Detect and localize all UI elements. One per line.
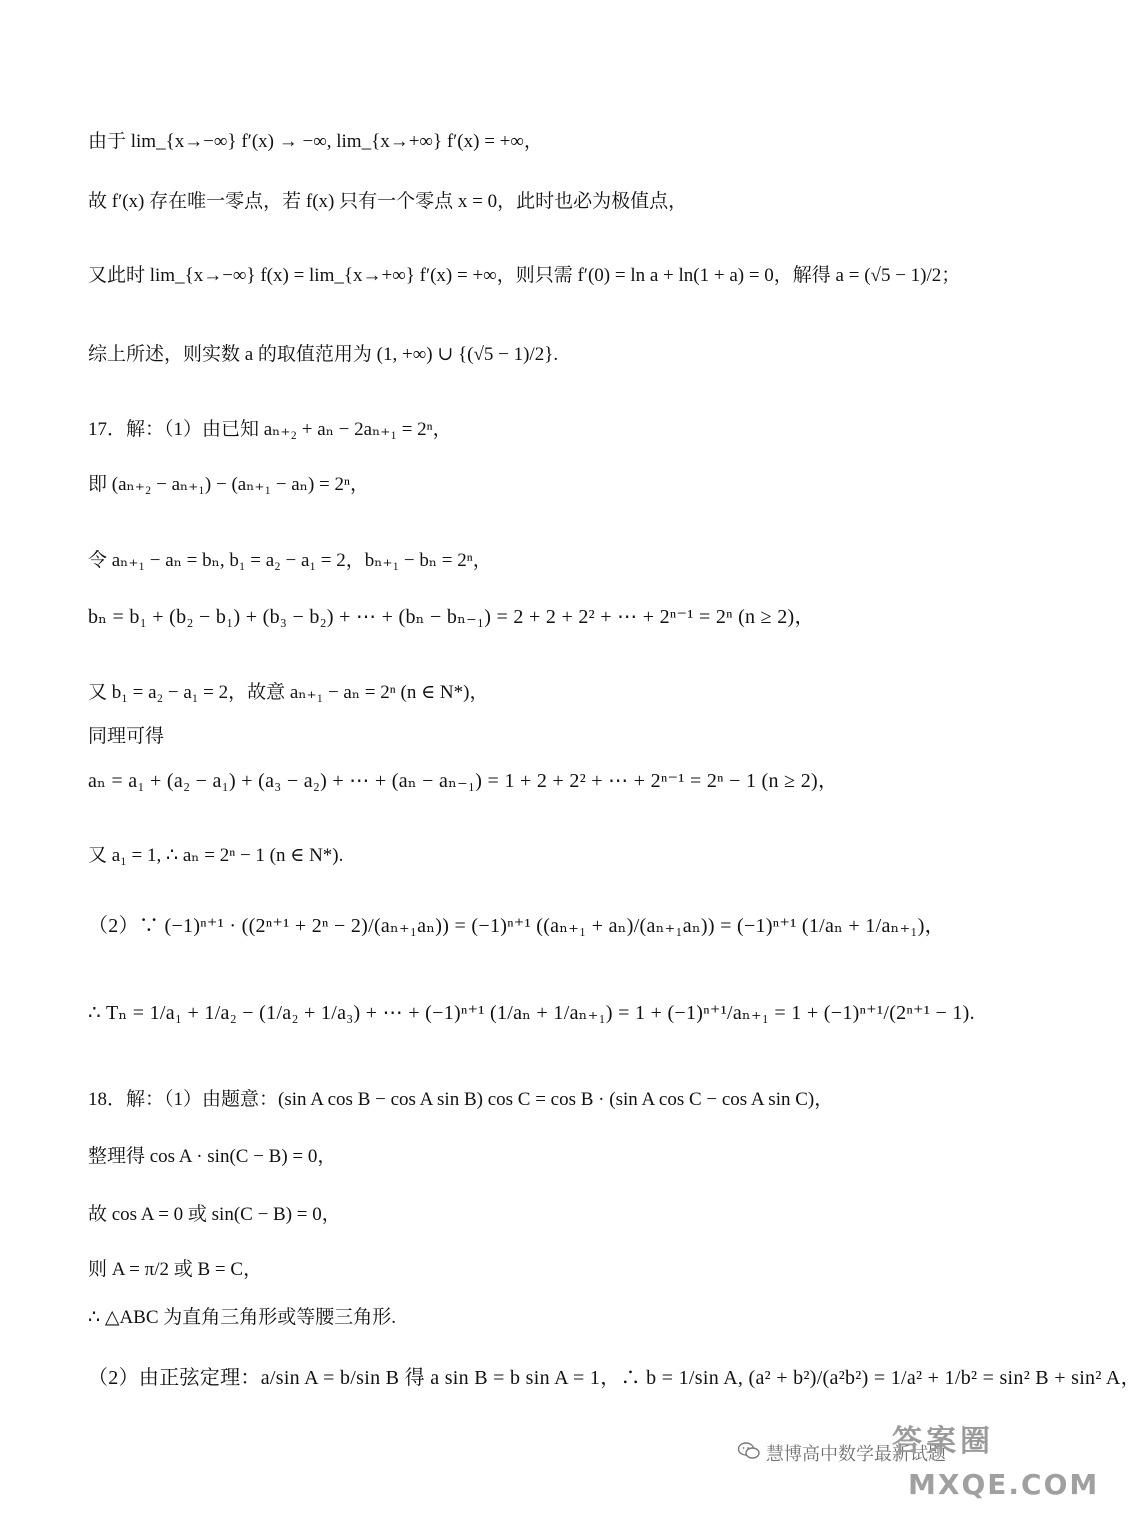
text-line-a-sum: aₙ = a₁ + (a₂ − a₁) + (a₃ − a₂) + ⋯ + (aₙ − aₙ₋₁) = 1 + 2 + 2² + ⋯ + 2ⁿ⁻¹ = 2ⁿ − 1 (n ≥ 2)，	[88, 770, 839, 792]
text-line-b-sum: bₙ = b₁ + (b₂ − b₁) + (b₃ − b₂) + ⋯ + (bₙ − bₙ₋₁) = 2 + 2 + 2² + ⋯ + 2ⁿ⁻¹ = 2ⁿ (n ≥ 2)，	[88, 606, 815, 628]
text-line-limit-derivative: 由于 lim_{x→−∞} f′(x) → −∞, lim_{x→+∞} f′(x) = +∞，	[88, 131, 543, 152]
text-line-triangle-type: ∴ △ABC 为直角三角形或等腰三角形.	[88, 1307, 397, 1328]
text-line-cases: 故 cos A = 0 或 sin(C − B) = 0，	[88, 1204, 341, 1225]
text-line-summary-range: 综上所述，则实数 a 的取值范用为 (1, +∞) ∪ {(√5 − 1)/2}.	[88, 344, 559, 365]
problem-17-heading: 17．解：（1）由已知 aₙ₊₂ + aₙ − 2aₙ₊₁ = 2ⁿ，	[88, 419, 452, 440]
text-line-tn-sum: ∴ Tₙ = 1/a₁ + 1/a₂ − (1/a₂ + 1/a₃) + ⋯ + (−1)ⁿ⁺¹ (1/aₙ + 1/aₙ₊₁) = 1 + (−1)ⁿ⁺¹/aₙ₊₁ = 1 + (−1)ⁿ⁺¹/(2ⁿ⁺¹ − 1).	[88, 1002, 975, 1024]
text-line-part2-identity: （2）∵ (−1)ⁿ⁺¹ · ((2ⁿ⁺¹ + 2ⁿ − 2)/(aₙ₊₁aₙ)) = (−1)ⁿ⁺¹ ((aₙ₊₁ + aₙ)/(aₙ₊₁aₙ)) = (−1)ⁿ⁺¹ (1/aₙ + 1/aₙ₊₁)，	[88, 915, 945, 937]
text-line-solve-a: 又此时 lim_{x→−∞} f(x) = lim_{x→+∞} f′(x) = +∞，则只需 f′(0) = ln a + ln(1 + a) = 0，解得 a = (√5 − 1)/2；	[88, 265, 961, 286]
text-line-simplify: 整理得 cos A · sin(C − B) = 0，	[88, 1146, 337, 1167]
text-line-unique-zero: 故 f′(x) 存在唯一零点，若 f(x) 只有一个零点 x = 0，此时也必为极值点，	[88, 191, 688, 212]
wechat-icon	[738, 1442, 760, 1460]
watermark-stamp: 答案圈	[892, 1424, 994, 1459]
watermark	[730, 1424, 1100, 1510]
problem-18-heading: 18．解：（1）由题意：(sin A cos B − cos A sin B) cos C = cos B · (sin A cos C − cos A sin C)，	[88, 1089, 834, 1110]
watermark-label: 慧博高中数学最新试题	[766, 1444, 946, 1465]
text-line-conclusion-angles: 则 A = π/2 或 B = C，	[88, 1259, 263, 1280]
text-line-define-b: 令 aₙ₊₁ − aₙ = bₙ, b₁ = a₂ − a₁ = 2，bₙ₊₁ − bₙ = 2ⁿ，	[88, 550, 492, 571]
text-line-similarly: 同理可得	[88, 726, 165, 747]
text-line-difference-form: 即 (aₙ₊₂ − aₙ₊₁) − (aₙ₊₁ − aₙ) = 2ⁿ，	[88, 474, 369, 495]
text-line-a-formula: 又 a₁ = 1, ∴ aₙ = 2ⁿ − 1 (n ∈ N*).	[88, 845, 344, 866]
text-line-sine-rule: （2）由正弦定理：a/sin A = b/sin B 得 a sin B = b sin A = 1，∴ b = 1/sin A, (a² + b²)/(a²b²) = 1/a² + 1/b² = sin² B + sin² A，	[88, 1367, 1141, 1389]
watermark-site: MXQE.COM	[908, 1468, 1100, 1501]
text-line-b1: 又 b₁ = a₂ − a₁ = 2，故意 aₙ₊₁ − aₙ = 2ⁿ (n ∈ N*)，	[88, 682, 489, 703]
